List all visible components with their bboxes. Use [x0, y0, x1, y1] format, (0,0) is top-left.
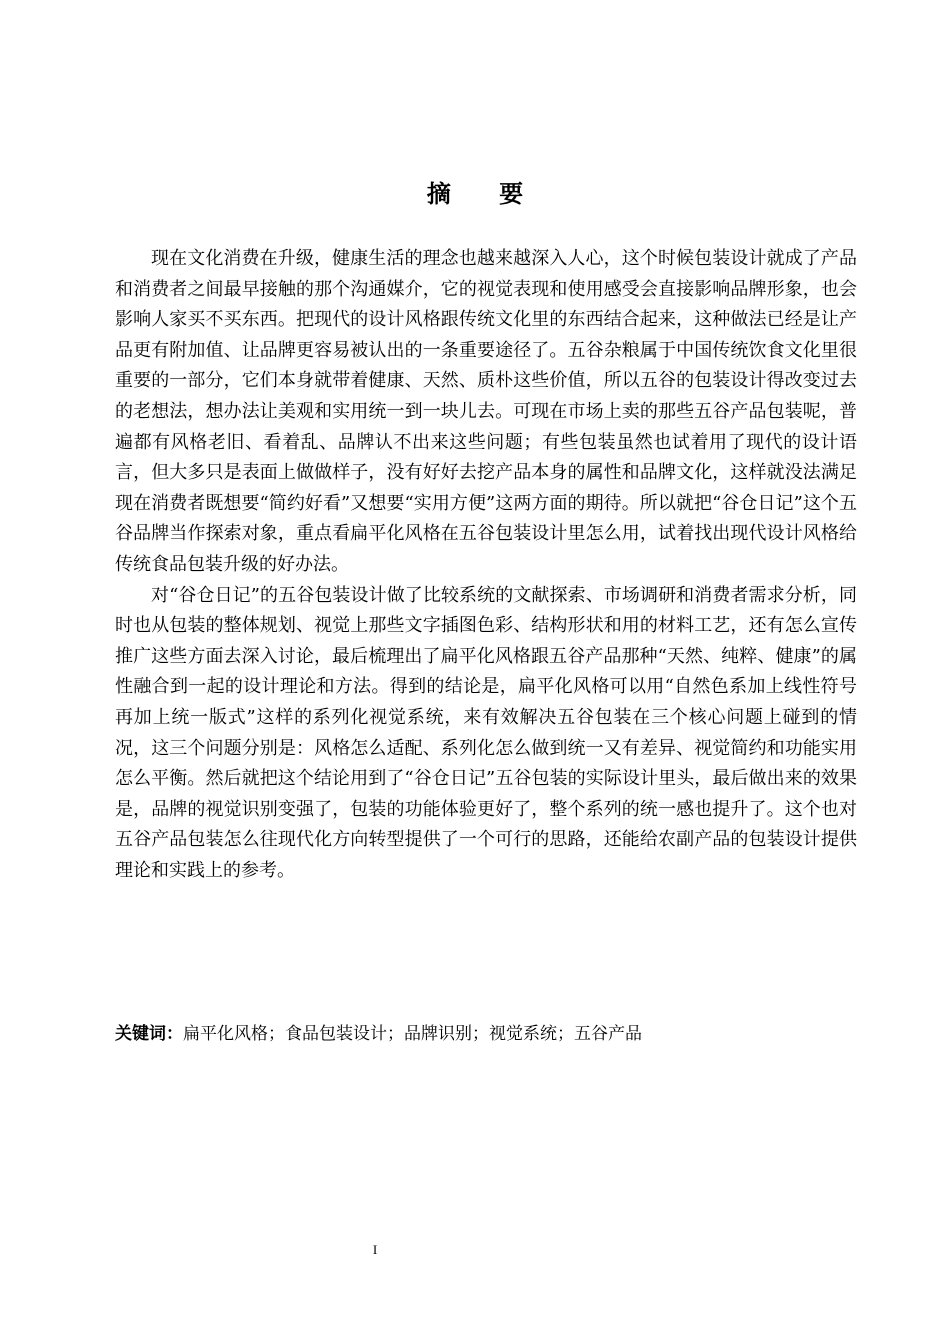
keywords-label: 关键词：	[115, 1024, 183, 1044]
abstract-paragraph-1: 现在文化消费在升级，健康生活的理念也越来越深入人心，这个时候包装设计就成了产品和消费者之间最早接触的那个沟通媒介，它的视觉表现和使用感受会直接影响品牌形象，也会影响人家买不买东西。把现代的设计风格跟传统文化里的东西结合起来，这种做法已经是让产品更有附加值、让品牌更容易被认出的一条重要途径了。五谷杂粮属于中国传统饮食文化里很重要的一部分，它们本身就带着健康、天然、质朴这些价值，所以五谷的包装设计得改变过去的老想法，想办法让美观和实用统一到一块儿去。可现在市场上卖的那些五谷产品包装呢，普遍都有风格老旧、看着乱、品牌认不出来这些问题；有些包装虽然也试着用了现代的设计语言，但大多只是表面上做做样子，没有好好去挖产品本身的属性和品牌文化，这样就没法满足现在消费者既想要“简约好看”又想要“实用方便”这两方面的期待。所以就把“谷仓日记”这个五谷品牌当作探索对象，重点看扁平化风格在五谷包装设计里怎么用，试着找出现代设计风格给传统食品包装升级的好办法。	[115, 248, 857, 575]
keywords-text: 扁平化风格；食品包装设计；品牌识别；视觉系统；五谷产品	[183, 1024, 642, 1044]
abstract-body	[115, 244, 857, 886]
abstract-paragraph-2: 对“谷仓日记”的五谷包装设计做了比较系统的文献探索、市场调研和消费者需求分析，同时也从包装的整体规划、视觉上那些文字插图色彩、结构形状和用的材料工艺，还有怎么宣传推广这些方面去深入讨论，最后梳理出了扁平化风格跟五谷产品那种“天然、纯粹、健康”的属性融合到一起的设计理论和方法。得到的结论是，扁平化风格可以用“自然色系加上线性符号再加上统一版式”这样的系列化视觉系统，来有效解决五谷包装在三个核心问题上碰到的情况，这三个问题分别是：风格怎么适配、系列化怎么做到统一又有差异、视觉简约和功能实用怎么平衡。然后就把这个结论用到了“谷仓日记”五谷包装的实际设计里头，最后做出来的效果是，品牌的视觉识别变强了，包装的功能体验更好了，整个系列的统一感也提升了。这个也对五谷产品包装怎么往现代化方向转型提供了一个可行的思路，还能给农副产品的包装设计提供理论和实践上的参考。	[115, 584, 857, 881]
keywords-line	[115, 1020, 857, 1048]
page-number: I	[372, 1242, 378, 1257]
abstract-title	[0, 178, 950, 210]
abstract-title-text: 摘 要	[426, 179, 544, 208]
